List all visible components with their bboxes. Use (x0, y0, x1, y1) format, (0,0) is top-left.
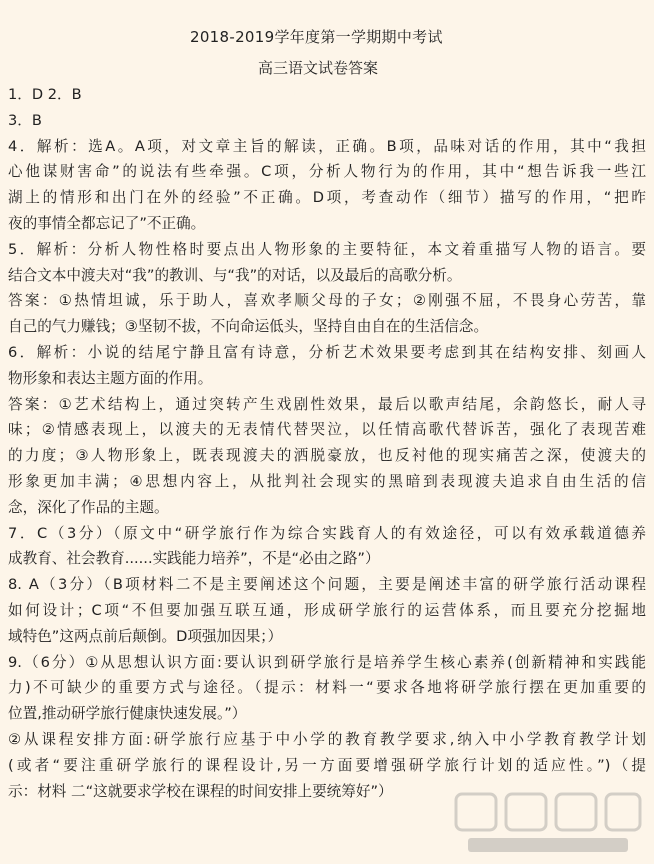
text-line: 念，深化了作品的主题。 (8, 498, 169, 516)
answer-body (8, 82, 646, 804)
text-line: 心他谋财害命”的说法有些牵强。C项，分析人物行为的作用，其中“想告诉我一些江 (8, 163, 646, 181)
text-line: 结合文本中渡夫对“我”的教训、与“我”的对话，以及最后的高歌分析。 (8, 266, 462, 284)
text-line: 自己的气力赚钱；③坚韧不拔，不向命运低头，坚持自由自在的生活信念。 (8, 318, 489, 336)
text-line: 4．解析：选A。A项，对文章主旨的解读，正确。B项，品味对话的作用，其中“我担 (8, 137, 646, 155)
text-line: 味；②情感表现上，以渡夫的无表情代替哭泣，以任情高歌代替诉苦，强化了表现苦难 (8, 421, 646, 439)
text-line: 夜的事情全都忘记了”不正确。 (8, 214, 206, 232)
page-title: 2018-2019学年度第一学期期中考试 (190, 28, 443, 46)
text-line: 8. A（3分）（B项材料二不是主要阐述这个问题，主要是阐述丰富的研学旅行活动课程 (8, 576, 646, 594)
text-line: 的力度；③人物形象上，既表现渡夫的洒脱豪放，也反衬他的现实痛苦之深，使渡夫的 (8, 447, 646, 465)
text-line: 9.（6分）①从思想认识方面:要认识到研学旅行是培养学生核心素养(创新精神和实践能 (8, 653, 646, 671)
text-line: 湖上的情形和出门在外的经验”不正确。D项，考查动作（细节）描写的作用，“把昨 (8, 189, 646, 207)
text-line: (或者“要注重研学旅行的课程设计,另一方面要增强研学旅行计划的适应性。”)（提 (8, 756, 646, 774)
text-line: 答案：①艺术结构上，通过突转产生戏剧性效果，最后以歌声结尾，余韵悠长，耐人寻 (8, 395, 646, 413)
text-line: 形象更加丰满；④思想内容上，从批判社会现实的黑暗到表现渡夫追求自由生活的信 (8, 472, 646, 490)
text-line: 位置,推动研学旅行健康快速发展。”） (8, 705, 247, 723)
text-line: 答案：①热情坦诚，乐于助人，喜欢孝顺父母的子女；②刚强不屈，不畏身心劳苦，靠 (8, 292, 646, 310)
text-line: 力)不可缺少的重要方式与途径。（提示：材料一“要求各地将研学旅行摆在更加重要的 (8, 679, 646, 697)
text-line: 6．解析：小说的结尾宁静且富有诗意，分析艺术效果要考虑到其在结构安排、刻画人 (8, 343, 646, 361)
text-line: 3．B (8, 111, 42, 129)
text-line: 如何设计；C项“不但要加强互联互通，形成研学旅行的运营体系，而且要充分挖掘地 (8, 601, 646, 619)
text-line: 示：材料 二“这就要求学校在课程的时间安排上要统筹好”） (8, 782, 393, 800)
text-line: ②从课程安排方面:研学旅行应基于中小学的教育教学要求,纳入中小学教育教学计划 (8, 730, 646, 748)
text-line: 1．D 2．B (8, 86, 82, 103)
page-subtitle: 高三语文试卷答案 (258, 59, 379, 77)
text-line: 5．解析：分析人物性格时要点出人物形象的主要特征，本文着重描写人物的语言。要 (8, 240, 646, 258)
text-line: 成教育、社会教育......实践能力培养”，不是“必由之路”） (8, 550, 380, 568)
text-line: 7．C（3分）（原文中“研学旅行作为综合实践育人的有效途径，可以有效承载道德养 (8, 524, 646, 542)
text-line: 物形象和表达主题方面的作用。 (8, 369, 213, 387)
text-line: 域特色”这两点前后颠倒。D项强加因果；） (8, 627, 283, 645)
watermark-logo-icon (448, 788, 648, 858)
